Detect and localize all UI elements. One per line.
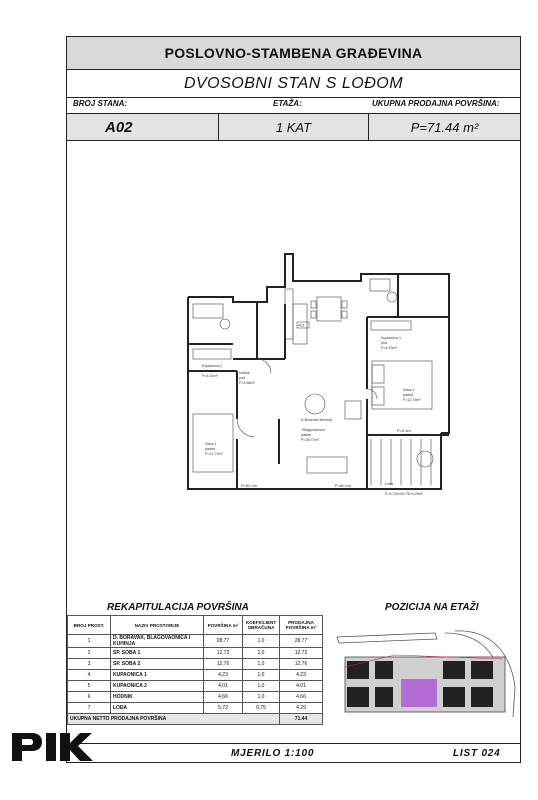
table-row <box>68 670 323 681</box>
room-area-soba-1: P=12.72m² <box>205 452 223 456</box>
room-floor-kupaonica-2: pod <box>202 369 208 373</box>
room-floor-lodja: pod <box>385 487 391 491</box>
room-floor-hodnik: pod <box>239 376 245 380</box>
col-header: NAZIV PROSTORIJE <box>111 616 204 635</box>
cell-num: 1 <box>68 635 111 648</box>
cell-name: SP. SOBA 2 <box>111 659 204 670</box>
highlighted-unit <box>401 679 437 707</box>
room-label-kupaonica-2: Kupaonica 2 <box>202 364 222 368</box>
floor-label: ETAŽA: <box>273 99 302 108</box>
floor-plan-drawing <box>185 249 455 499</box>
cell-area: 5,72 <box>204 703 243 714</box>
cell-name: LOĐA <box>111 703 204 714</box>
cell-num: 6 <box>68 692 111 703</box>
total-row <box>68 714 323 725</box>
room-label-lodja: Lođa <box>385 482 393 486</box>
cell-num: 3 <box>68 659 111 670</box>
cell-coef: 1,0 <box>243 648 280 659</box>
building-type-title: POSLOVNO-STAMBENA GRAĐEVINA <box>67 37 520 70</box>
area-recap-table <box>67 615 323 725</box>
col-header: BROJ PROST. <box>68 616 111 635</box>
sales-area-value: P=71.44 m² <box>410 119 479 135</box>
table-row <box>68 681 323 692</box>
cell-sales-area: 12.76 <box>280 659 323 670</box>
table-row <box>68 703 323 714</box>
dim-label: P=60 cm <box>241 483 257 488</box>
info-row <box>67 113 520 141</box>
total-value: 71.44 <box>280 714 323 725</box>
position-title: POZICIJA NA ETAŽI <box>385 602 479 613</box>
cell-coef: 0,75 <box>243 703 280 714</box>
sheet-number: LIST 024 <box>453 748 501 759</box>
sales-area-label: UKUPNA PRODAJNA POVRŠINA: <box>372 99 500 108</box>
cell-num: 2 <box>68 648 111 659</box>
room-label-kupaonica-1: Kupaonica 1 <box>381 336 401 340</box>
plan-unit-tag: A02 <box>298 323 305 328</box>
room-label-soba-1: Soba 1 <box>205 442 217 446</box>
room-area-kupaonica-1: P=4.23m² <box>381 346 397 350</box>
table-row <box>68 648 323 659</box>
room-area-hodnik: P=4.66m² <box>239 381 255 385</box>
room-area-dnevni-boravak: P=28.77m² <box>301 438 319 442</box>
pik-logo <box>12 733 94 761</box>
cell-sales-area: 12.72 <box>280 648 323 659</box>
cell-area: 4,66 <box>204 692 243 703</box>
cell-sales-area: 4.29 <box>280 703 323 714</box>
cell-area: 28,77 <box>204 635 243 648</box>
scale-label: MJERILO 1:100 <box>231 748 315 759</box>
unit-number-value: A02 <box>67 114 219 140</box>
room-label-soba-2: Soba 2 <box>403 388 415 392</box>
room-floor-dnevni-boravak: parket <box>301 433 311 437</box>
cell-sales-area: 28.77 <box>280 635 323 648</box>
room-floor-soba-1: parket <box>205 447 215 451</box>
cell-name: HODNIK <box>111 692 204 703</box>
cell-coef: 1,0 <box>243 670 280 681</box>
table-header-row <box>68 616 323 635</box>
room-area-kupaonica-2: P=4.01m² <box>202 374 218 378</box>
cell-coef: 1,0 <box>243 635 280 648</box>
cell-sales-area: 4.66 <box>280 692 323 703</box>
cell-area: 12,76 <box>204 659 243 670</box>
table-row <box>68 692 323 703</box>
table-row <box>68 635 323 648</box>
floor-plan-sheet <box>66 36 521 763</box>
col-header: PRODAJNA POVRŠINA m² <box>280 616 323 635</box>
cell-name: SP. SOBA 1 <box>111 648 204 659</box>
floor-position-keyplan <box>335 627 521 727</box>
room-label-dnevni-boravak: D.Boravak+Kuhinja <box>301 418 332 422</box>
col-header: POVRŠINA m² <box>204 616 243 635</box>
recap-title: REKAPITULACIJA POVRŠINA <box>107 602 249 613</box>
cell-name: KUPAONICA 1 <box>111 670 204 681</box>
apartment-type-title: DVOSOBNI STAN S LOĐOM <box>67 70 520 98</box>
room-label-hodnik: hodnik <box>239 371 250 375</box>
cell-num: 5 <box>68 681 111 692</box>
floor-value: 1 KAT <box>219 114 369 140</box>
cell-area: 4,23 <box>204 670 243 681</box>
total-label: UKUPNA NETTO PRODAJNA POVRŠINA <box>68 714 280 725</box>
table-row <box>68 659 323 670</box>
room-label-blagovaonica: +Blagovaonica <box>301 428 325 432</box>
dim-label: P=60 cm <box>335 483 351 488</box>
room-floor-soba-2: parket <box>403 393 413 397</box>
sheet-footer <box>67 743 520 764</box>
cell-num: 7 <box>68 703 111 714</box>
cell-area: 4,01 <box>204 681 243 692</box>
cell-name: D. BORAVAK, BLAGOVAONICA I KUHINJA <box>111 635 204 648</box>
cell-coef: 1,0 <box>243 659 280 670</box>
room-area-lodja: P=5.72m²x0.75=4.29m² <box>385 492 423 496</box>
room-area-soba-2: P=12.76m² <box>403 398 421 402</box>
cell-coef: 1,0 <box>243 681 280 692</box>
cell-name: KUPAONICA 2 <box>111 681 204 692</box>
dim-label: P=0 cm <box>397 428 411 433</box>
cell-num: 4 <box>68 670 111 681</box>
room-floor-kupaonica-1: pod <box>381 341 387 345</box>
cell-coef: 1,0 <box>243 692 280 703</box>
unit-number-label: BROJ STANA: <box>73 99 128 108</box>
cell-sales-area: 4.01 <box>280 681 323 692</box>
cell-area: 12,72 <box>204 648 243 659</box>
col-header: KOEFICIJENT OBRAČUNA <box>243 616 280 635</box>
cell-sales-area: 4.23 <box>280 670 323 681</box>
